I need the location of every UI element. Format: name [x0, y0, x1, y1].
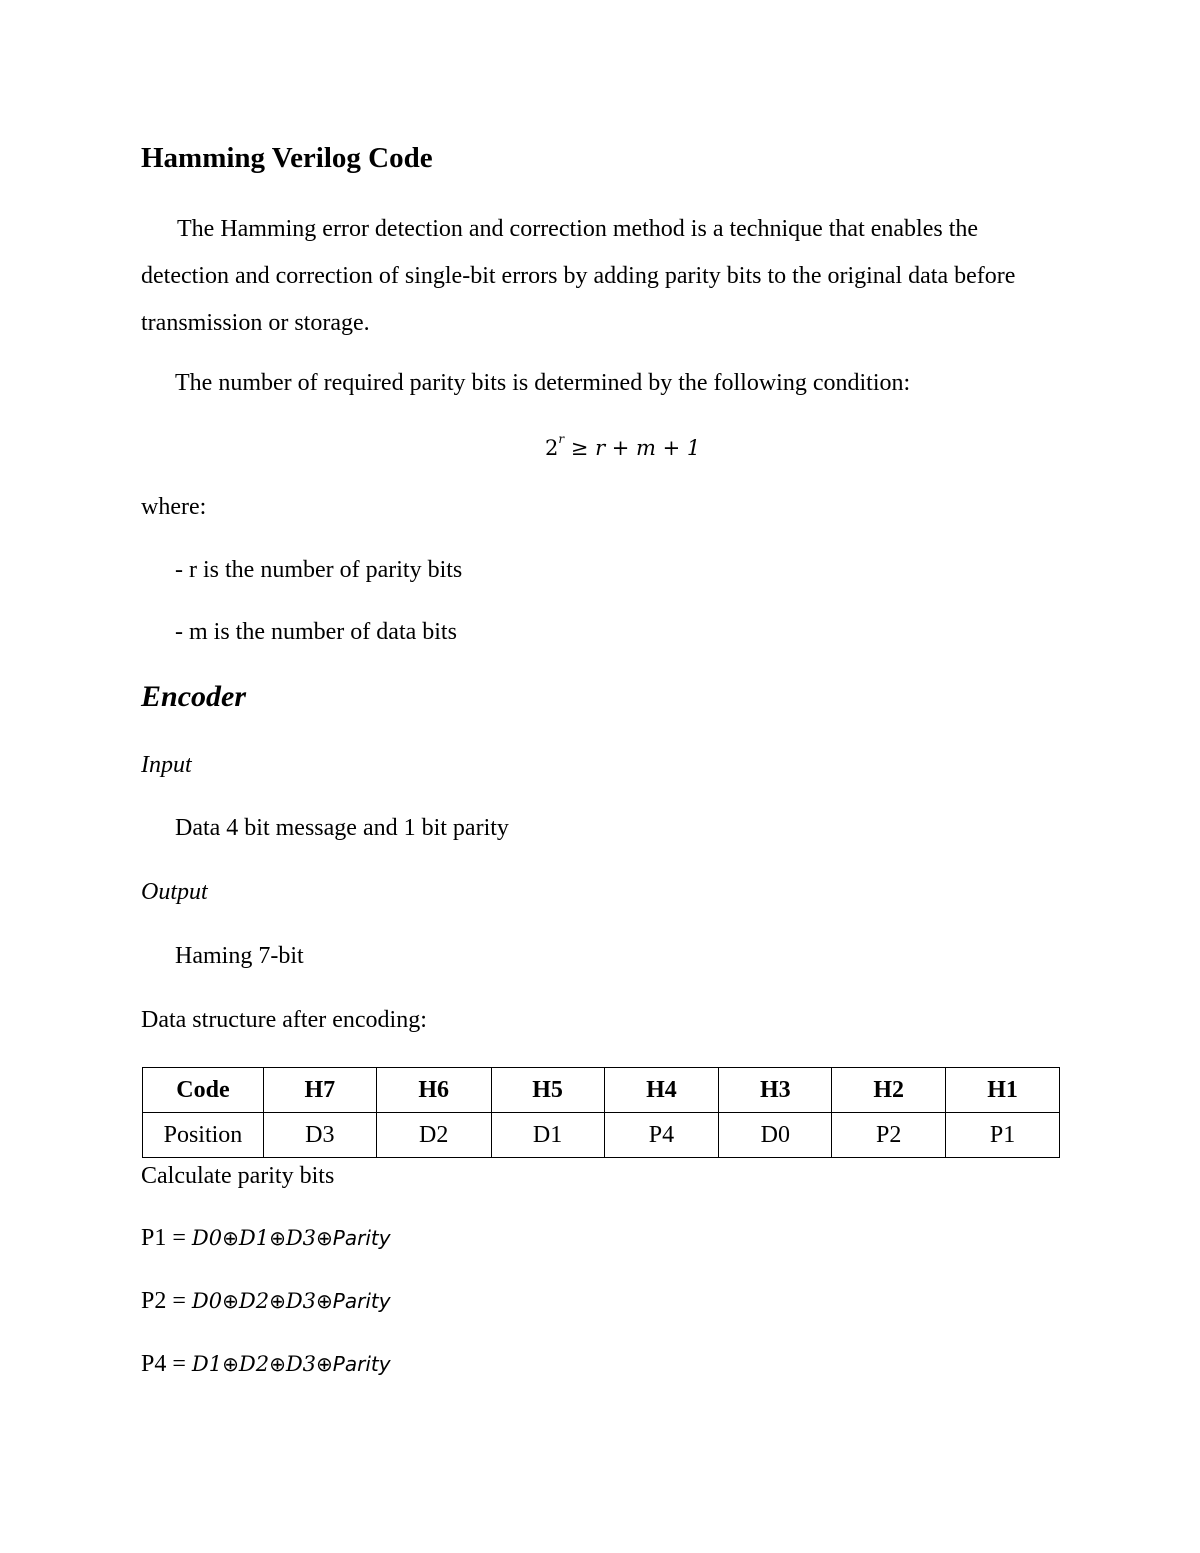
xor-symbol: ⊕	[222, 1289, 239, 1313]
equation-p4	[141, 1351, 391, 1378]
input-label: Input	[141, 752, 192, 778]
xor-symbol: ⊕	[269, 1352, 286, 1376]
equation-term: D0	[191, 1289, 223, 1313]
formula-rhs: ≥ r + m + 1	[564, 436, 701, 460]
equation-lhs: P4 =	[141, 1351, 192, 1377]
xor-symbol: ⊕	[269, 1289, 286, 1313]
xor-symbol: ⊕	[222, 1226, 239, 1250]
equation-term: D2	[238, 1352, 270, 1376]
table-header-cell: Code	[143, 1068, 264, 1113]
output-label: Output	[141, 879, 208, 905]
structure-label: Data structure after encoding:	[141, 1007, 427, 1033]
intro-paragraph: The Hamming error detection and correction method is a technique that enables the detection and correction of single-bit errors by adding parity bits to the original data before transmission or storage.	[141, 216, 1016, 336]
equation-term: D3	[285, 1352, 317, 1376]
xor-symbol: ⊕	[316, 1289, 333, 1313]
equation-p2	[141, 1288, 391, 1315]
table-cell: P1	[946, 1113, 1060, 1158]
equation-term: D3	[285, 1226, 317, 1250]
equation-term: D3	[285, 1289, 317, 1313]
input-text: Data 4 bit message and 1 bit parity	[175, 815, 509, 841]
table-cell: P2	[832, 1113, 946, 1158]
table-cell: D3	[263, 1113, 376, 1158]
table-row	[143, 1113, 1060, 1158]
encoding-table	[142, 1067, 1060, 1158]
definition-m: - m is the number of data bits	[175, 619, 457, 645]
table-header-cell: H4	[604, 1068, 719, 1113]
page-title: Hamming Verilog Code	[141, 142, 433, 174]
equation-term: D2	[238, 1289, 270, 1313]
table-cell: P4	[604, 1113, 719, 1158]
condition-text: The number of required parity bits is determined by the following condition:	[175, 370, 911, 396]
equation-term: D1	[238, 1226, 270, 1250]
equation-p1	[141, 1225, 391, 1252]
calc-label: Calculate parity bits	[141, 1163, 335, 1189]
parity-condition-formula	[545, 432, 701, 460]
table-header-cell: H7	[263, 1068, 376, 1113]
equation-lhs: P1 =	[141, 1225, 192, 1251]
formula-exponent: r	[558, 432, 565, 446]
equation-lhs: P2 =	[141, 1288, 192, 1314]
where-label: where:	[141, 494, 207, 520]
xor-symbol: ⊕	[222, 1352, 239, 1376]
equation-term: D1	[191, 1352, 223, 1376]
encoder-heading: Encoder	[141, 680, 246, 713]
table-header-cell: H3	[719, 1068, 832, 1113]
table-header-row	[143, 1068, 1060, 1113]
output-text: Haming 7-bit	[175, 943, 304, 969]
table-header-cell: H6	[376, 1068, 491, 1113]
xor-symbol: ⊕	[269, 1226, 286, 1250]
table-cell: D0	[719, 1113, 832, 1158]
xor-symbol: ⊕	[316, 1226, 333, 1250]
equation-parity: Parity	[332, 1352, 391, 1376]
table-cell: Position	[143, 1113, 264, 1158]
formula-base: 2	[545, 436, 559, 460]
table-header-cell: H2	[832, 1068, 946, 1113]
equation-term: D0	[191, 1226, 223, 1250]
xor-symbol: ⊕	[316, 1352, 333, 1376]
equation-parity: Parity	[332, 1226, 391, 1250]
table-header-cell: H1	[946, 1068, 1060, 1113]
table-cell: D2	[376, 1113, 491, 1158]
definition-r: - r is the number of parity bits	[175, 557, 463, 583]
equation-parity: Parity	[332, 1289, 391, 1313]
table-cell: D1	[491, 1113, 604, 1158]
table-header-cell: H5	[491, 1068, 604, 1113]
